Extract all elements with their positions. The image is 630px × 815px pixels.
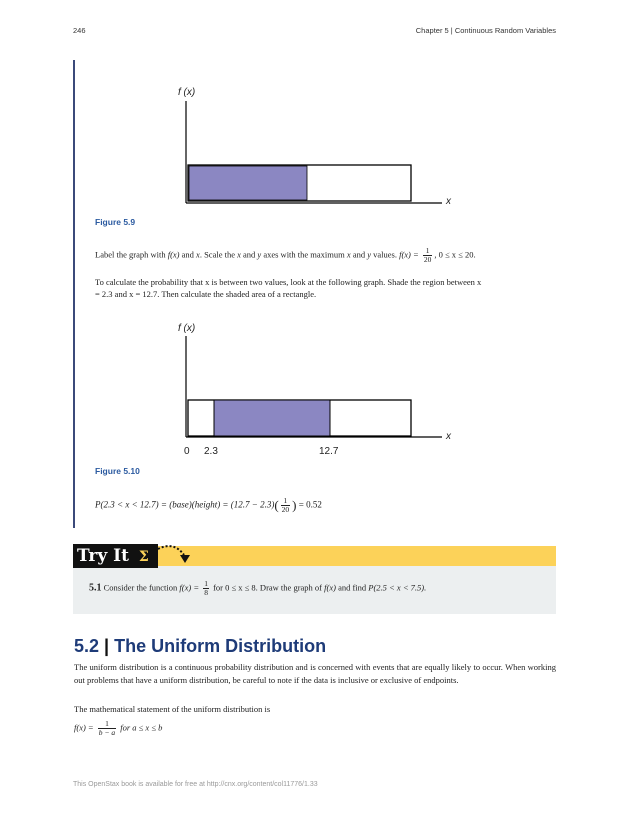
text: and find bbox=[335, 582, 369, 593]
paragraph-line: To calculate the probability that x is between two values, look at the following graph. Shade the region between x bbox=[95, 277, 482, 287]
text: and bbox=[350, 249, 368, 260]
page-number: 246 bbox=[73, 26, 86, 35]
try-it-title: Try It bbox=[77, 546, 129, 566]
section-number: 5.2 bbox=[74, 636, 100, 656]
fraction bbox=[423, 247, 433, 264]
tick-label-0: 0 bbox=[184, 446, 190, 457]
try-it-question bbox=[89, 580, 426, 597]
fraction-denominator: 20 bbox=[423, 255, 432, 264]
fraction bbox=[203, 580, 209, 597]
tick-label-12-7: 12.7 bbox=[319, 446, 339, 457]
section-statement-paragraph: The mathematical statement of the uniform distribution is bbox=[74, 704, 271, 714]
formula-rhs: = 0.52 bbox=[296, 499, 322, 510]
x-term: x bbox=[346, 249, 351, 260]
fraction-denominator: 20 bbox=[281, 505, 290, 514]
figure-5-10-caption: Figure 5.10 bbox=[95, 466, 140, 476]
x-term: x bbox=[237, 249, 241, 260]
text: Label the graph with bbox=[95, 249, 168, 260]
footer-text: This OpenStax book is available for free at http://cnx.org/content/col11776/1.33 bbox=[73, 781, 318, 788]
figure-5-9-graph bbox=[170, 85, 460, 215]
fraction-numerator: 1 bbox=[423, 247, 433, 256]
try-it-badge bbox=[73, 544, 158, 568]
tick-label-2-3: 2.3 bbox=[204, 446, 218, 457]
paren-close: ) bbox=[292, 497, 297, 513]
x-term: x bbox=[196, 249, 200, 260]
shaded-region bbox=[189, 166, 307, 200]
sigma-icon: Σ bbox=[138, 549, 149, 565]
text: Consider the function bbox=[101, 582, 180, 593]
figure-5-10-y-label: f (x) bbox=[178, 323, 196, 334]
figure-5-9-caption: Figure 5.9 bbox=[95, 217, 136, 227]
text: and bbox=[179, 249, 197, 260]
y-term: y bbox=[367, 249, 371, 260]
probability-term: P(2.5 < x < 7.5). bbox=[368, 582, 427, 593]
fraction-denominator: 8 bbox=[204, 588, 208, 597]
figure-5-9-x-label: x bbox=[446, 196, 451, 207]
fx-term: f(x) bbox=[324, 582, 336, 593]
instruction-paragraph bbox=[95, 247, 555, 264]
fraction bbox=[98, 720, 116, 737]
section-intro-paragraph: The uniform distribution is a continuous probability distribution and is concerned with events that are equally likely to occur. When working out problems that have a uniform distribution, be careful to note if the data is inclusive or exclusive of endpoints. bbox=[74, 662, 556, 685]
exercise-number: 5.1 bbox=[89, 582, 102, 594]
section-heading bbox=[74, 636, 326, 657]
fraction-numerator: 1 bbox=[281, 497, 291, 506]
section-separator: | bbox=[104, 636, 110, 656]
fraction-numerator: 1 bbox=[98, 720, 116, 729]
equation-rhs: , 0 ≤ x ≤ 20. bbox=[434, 249, 476, 260]
arrow-icon bbox=[156, 541, 192, 567]
figure-5-10-x-label: x bbox=[446, 431, 451, 442]
text: and bbox=[240, 249, 258, 260]
uniform-pdf-equation bbox=[74, 720, 162, 737]
text: . Scale the bbox=[199, 249, 238, 260]
chapter-title: Chapter 5 | Continuous Random Variables bbox=[415, 26, 556, 35]
fraction-denominator: b − a bbox=[98, 728, 116, 737]
text: values. bbox=[371, 249, 400, 260]
equation-rhs: for a ≤ x ≤ b bbox=[118, 722, 163, 733]
formula-lhs: P(2.3 < x < 12.7) = (base)(height) = (12.7 − 2.3) bbox=[95, 499, 275, 510]
equation-lhs: f(x) = bbox=[399, 249, 421, 260]
probability-paragraph bbox=[95, 276, 555, 300]
paragraph-line: = 2.3 and x = 12.7. Then calculate the shaded area of a rectangle. bbox=[95, 289, 317, 299]
fx-term: f(x) = bbox=[179, 582, 202, 593]
figure-5-9-y-label: f (x) bbox=[178, 87, 196, 98]
probability-formula bbox=[95, 497, 322, 514]
text: for 0 ≤ x ≤ 8. Draw the graph of bbox=[210, 582, 325, 593]
shaded-region bbox=[214, 400, 330, 436]
fraction bbox=[281, 497, 291, 514]
content-sidebar-rule bbox=[73, 60, 75, 528]
paren-open: ( bbox=[274, 497, 279, 513]
fx-term: f(x) bbox=[167, 249, 180, 260]
equation-lhs: f(x) = bbox=[74, 722, 96, 733]
figure-5-10-graph bbox=[170, 322, 460, 452]
fraction-numerator: 1 bbox=[204, 579, 208, 588]
section-title: The Uniform Distribution bbox=[114, 636, 327, 656]
text: axes with the maximum bbox=[261, 249, 347, 260]
y-term: y bbox=[257, 249, 262, 260]
